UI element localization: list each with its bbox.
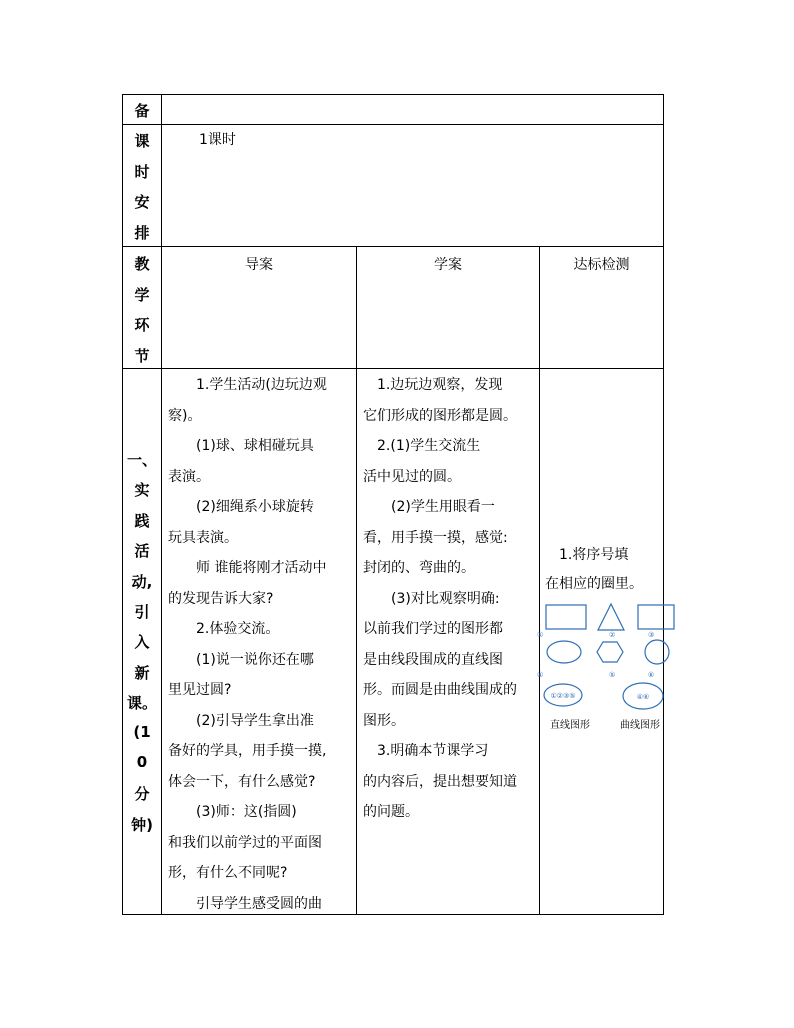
label-char: 学 [134, 285, 150, 304]
guide-text-line: 1.学生活动(边玩边观 [168, 377, 327, 393]
study-text-line: 封闭的、弯曲的。 [363, 560, 475, 576]
label-char: 入 [134, 633, 150, 652]
label-char: 分 [134, 785, 150, 804]
guide-text-line: 师 谁能将刚才活动中 [168, 560, 327, 576]
guide-text-line: 体会一下，有什么感觉? [168, 773, 316, 790]
label-char: 排 [134, 223, 150, 242]
label-char: 实 [134, 481, 150, 500]
check-text-line: 1.将序号填 [545, 547, 629, 563]
guide-text-line: 察)。 [168, 407, 202, 424]
label-char: 安 [134, 193, 150, 211]
shapes-figure [537, 600, 681, 740]
rectangle-shape [546, 605, 586, 629]
study-text-line: 3.明确本节课学习 [363, 743, 489, 759]
label-char: 0 [136, 753, 148, 771]
fig-num-6: ⑥ [648, 671, 655, 679]
label-char: 一、 [126, 451, 157, 469]
label-char: 动, [131, 572, 153, 591]
curved-shapes-label: 曲线图形 [620, 720, 660, 731]
fig-num-5: ⑤ [609, 671, 616, 679]
study-text-line: 活中见过的圆。 [363, 468, 461, 485]
study-text-line: 2.(1)学生交流生 [363, 438, 481, 454]
label-char: 课。 [126, 694, 157, 713]
guide-text-line: (3)师：这(指圆) [168, 804, 297, 820]
label-char: 课 [134, 132, 150, 150]
label-char: 节 [134, 346, 150, 365]
row-divider-3 [122, 368, 664, 369]
guide-text-line: 里见过圆? [168, 682, 232, 698]
straight-group-members: ①②③⑤ [550, 692, 576, 700]
square-shape [638, 605, 674, 629]
label-char: 钟) [131, 815, 153, 834]
guide-text-line: (1)说一说你还在哪 [168, 651, 314, 668]
study-check-divider [539, 246, 540, 915]
hexagon-shape [597, 642, 623, 662]
guide-text-line: (1)球、球相碰玩具 [168, 438, 314, 454]
study-text-line: (3)对比观察明确: [363, 590, 500, 607]
header-study: 学案 [434, 257, 462, 273]
header-guide: 导案 [245, 257, 273, 273]
fig-num-2: ② [609, 631, 616, 639]
label-char: 引 [134, 603, 150, 621]
study-text-line: 形。而圆是由曲线围成的 [363, 682, 517, 698]
study-text-line: 1.边玩边观察，发现 [363, 377, 503, 393]
study-text-line: 图形。 [363, 712, 405, 729]
guide-text-line: 引导学生感受圆的曲 [168, 895, 322, 912]
study-text-line: (2)学生用眼看一 [363, 499, 495, 515]
fig-num-1: ① [537, 631, 544, 639]
table-border-right [663, 94, 664, 915]
label-char: 教 [134, 255, 150, 273]
label-char: 活 [134, 542, 150, 561]
fig-num-3: ③ [648, 631, 655, 639]
straight-shapes-label: 直线图形 [550, 720, 590, 731]
guide-text-line: 玩具表演。 [168, 529, 238, 546]
guide-study-divider [356, 246, 357, 915]
header-check: 达标检测 [573, 257, 630, 273]
row-divider-2 [122, 246, 664, 247]
label-char: 备 [134, 102, 150, 120]
study-text-line: 以前我们学过的图形都 [363, 621, 503, 637]
label-char: 践 [134, 511, 150, 530]
check-text-line: 在相应的圈里。 [545, 576, 643, 592]
table-border-top [122, 94, 664, 95]
fig-num-4: ④ [537, 671, 544, 679]
ellipse-shape [547, 641, 581, 663]
study-text-line: 的内容后，提出想要知道 [363, 773, 517, 790]
guide-text-line: (2)细绳系小球旋转 [168, 499, 314, 515]
curve-group-members: ④⑥ [636, 693, 650, 701]
exercise-figure [537, 600, 663, 740]
study-text-line: 的问题。 [363, 804, 419, 820]
schedule-content: 1课时 [199, 132, 236, 148]
guide-text-line: 2.体验交流。 [168, 621, 280, 637]
label-char: 时 [134, 162, 150, 181]
study-text-line: 是由线段围成的直线图 [363, 651, 503, 668]
guide-text-line: 形，有什么不同呢? [168, 865, 288, 881]
label-char: (1 [133, 722, 151, 741]
study-text-line: 它们形成的图形都是圆。 [363, 407, 517, 424]
guide-text-line: 备好的学具，用手摸一摸, [168, 743, 327, 759]
study-text-line: 看，用手摸一摸，感觉: [363, 529, 508, 546]
triangle-shape [598, 604, 624, 630]
guide-text-line: 和我们以前学过的平面图 [168, 834, 322, 851]
circle-shape [645, 640, 669, 664]
guide-text-line: 的发现告诉大家? [168, 590, 274, 607]
label-char: 新 [134, 663, 150, 682]
guide-text-line: 表演。 [168, 468, 210, 485]
label-char: 环 [134, 316, 150, 334]
guide-text-line: (2)引导学生拿出准 [168, 712, 314, 729]
